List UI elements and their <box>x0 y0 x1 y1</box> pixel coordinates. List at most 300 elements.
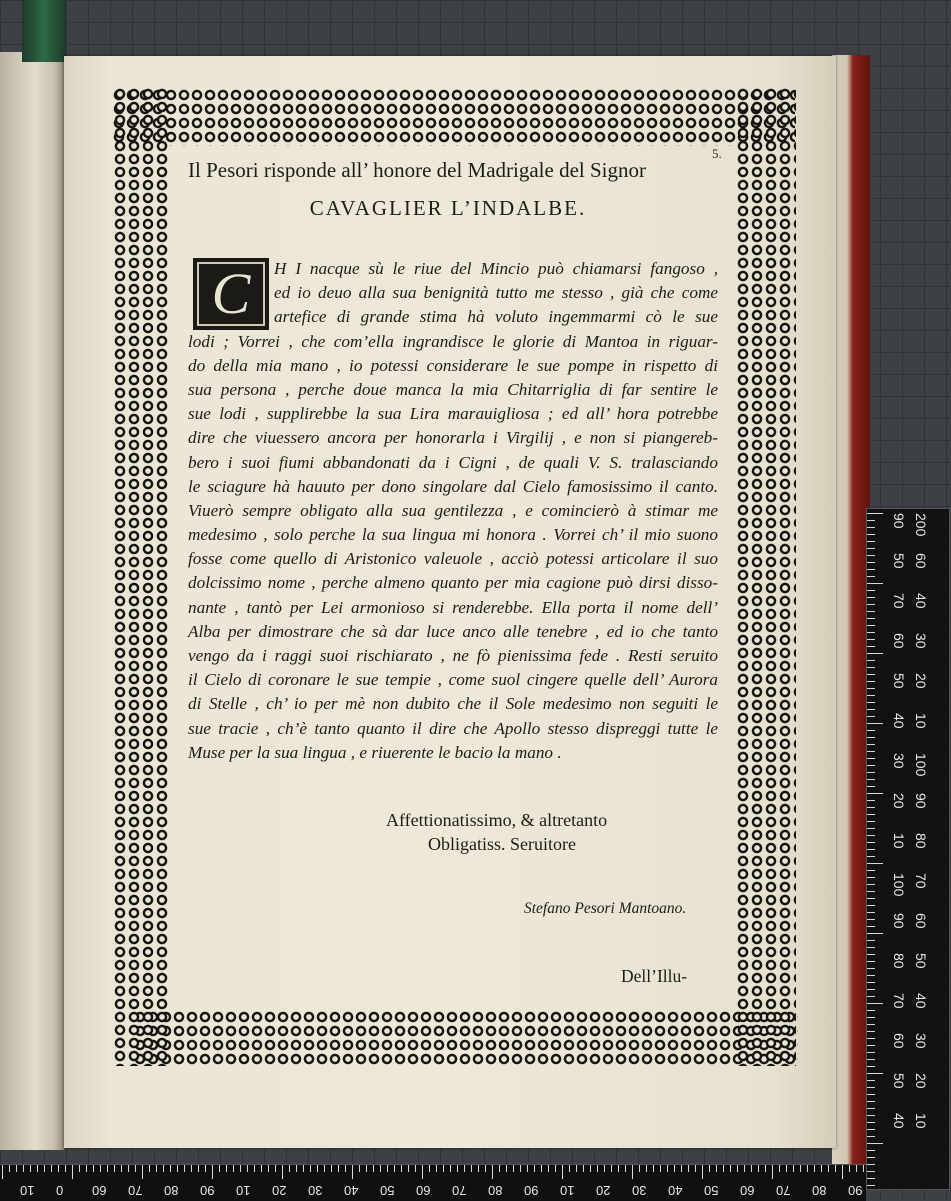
ruler-tick <box>867 835 875 836</box>
ruler-tick <box>716 1165 717 1172</box>
ruler-tick <box>867 548 875 549</box>
ruler-tick <box>135 1165 136 1172</box>
ruler-tick <box>867 877 875 878</box>
ruler-tick <box>646 1165 647 1172</box>
catchword: Dell’Illu- <box>621 966 688 986</box>
ruler-tick <box>730 1165 731 1172</box>
ruler-tick <box>65 1165 66 1172</box>
ruler-tick <box>415 1165 416 1172</box>
ruler-tick <box>867 744 875 745</box>
ruler-tick <box>867 1031 875 1032</box>
ruler-tick <box>576 1165 577 1172</box>
ruler-tick <box>867 1010 875 1011</box>
ruler-tick <box>779 1165 780 1172</box>
ruler-tick <box>867 919 875 920</box>
ruler-tick <box>107 1165 108 1172</box>
ruler-tick <box>751 1165 752 1172</box>
ruler-tick <box>867 828 875 829</box>
ruler-tick <box>548 1165 549 1172</box>
ruler-tick <box>867 814 875 815</box>
ruler-tick <box>867 1045 875 1046</box>
ruler-tick <box>772 1165 773 1179</box>
ruler-label: 90 <box>200 1183 215 1198</box>
ruler-tick <box>128 1165 129 1172</box>
ruler-tick <box>597 1165 598 1172</box>
ruler-label: 90 <box>848 1183 863 1198</box>
ruler-tick <box>867 639 875 640</box>
ruler-tick <box>867 688 875 689</box>
ruler-tick <box>867 870 875 871</box>
ruler-label: 30 <box>913 1033 929 1049</box>
ruler-tick <box>867 716 875 717</box>
ruler-tick <box>632 1165 633 1179</box>
ruler-tick <box>443 1165 444 1172</box>
ruler-tick <box>471 1165 472 1172</box>
ruler-tick <box>534 1165 535 1172</box>
ruler-tick <box>100 1165 101 1172</box>
ruler-tick <box>849 1165 850 1172</box>
ruler-tick <box>867 611 875 612</box>
ruler-tick <box>667 1165 668 1172</box>
body-line: il Cielo di coronare le sue tempie , come suol cingere quelle dell’ Aurora <box>188 670 718 690</box>
ruler-tick <box>867 800 875 801</box>
ruler-tick <box>867 527 875 528</box>
ruler-tick <box>499 1165 500 1172</box>
signature: Stefano Pesori Mantoano. <box>524 900 687 917</box>
ruler-tick <box>527 1165 528 1172</box>
ruler-tick <box>513 1165 514 1172</box>
ruler-tick <box>429 1165 430 1172</box>
ruler-tick <box>867 989 875 990</box>
ruler-tick <box>867 1052 875 1053</box>
body-line: le sciagure hà hauuto per dono singolare dal Cielo famosissimo il canto. <box>188 476 718 496</box>
ruler-label: 70 <box>891 593 907 609</box>
ruler-tick <box>387 1165 388 1172</box>
ruler-tick <box>867 1150 875 1151</box>
vertical-measuring-ruler <box>866 508 950 1190</box>
ruler-tick <box>58 1165 59 1172</box>
body-line: vengo da i raggi suoi rischiarato , ne fò pienissima fede . Resti seruito <box>188 646 718 665</box>
ruler-tick <box>338 1165 339 1172</box>
ruler-label: 60 <box>913 913 929 929</box>
ruler-tick <box>72 1165 73 1179</box>
ruler-label: 80 <box>891 953 907 969</box>
ruler-tick <box>583 1165 584 1172</box>
ruler-tick <box>520 1165 521 1172</box>
ruler-tick <box>695 1165 696 1172</box>
ruler-tick <box>867 1017 875 1018</box>
ruler-label: 10 <box>20 1183 35 1198</box>
ruler-label: 70 <box>891 993 907 1009</box>
ruler-tick <box>867 576 875 577</box>
ruler-tick <box>821 1165 822 1172</box>
body-line: medesimo , solo perche la sua lingua mi honora . Vorrei ch’ il mio suono <box>188 525 718 545</box>
ruler-tick <box>737 1165 738 1172</box>
ruler-tick <box>867 1059 875 1060</box>
ruler-tick <box>37 1165 38 1172</box>
ruler-label: 40 <box>344 1183 359 1198</box>
ruler-tick <box>303 1165 304 1172</box>
ruler-tick <box>380 1165 381 1172</box>
ruler-label: 20 <box>913 673 929 689</box>
body-line: fosse come quello di Aristonico valeuole , acciò potessi articolare il suo <box>188 549 718 569</box>
ruler-tick <box>506 1165 507 1172</box>
ruler-tick <box>723 1165 724 1172</box>
ruler-label: 90 <box>913 793 929 809</box>
ruler-label: 10 <box>891 833 907 849</box>
ruler-tick <box>618 1165 619 1172</box>
ruler-label: 40 <box>913 593 929 609</box>
ruler-tick <box>800 1165 801 1172</box>
body-line: sue lodi , supplirebbe la sua Lira marauigliosa ; ed all’ hora potrebbe <box>188 404 718 424</box>
ruler-tick <box>867 779 875 780</box>
ruler-tick <box>867 842 875 843</box>
ruler-tick <box>867 1087 875 1088</box>
body-line: dolcissimo nome , perche almeno quanto per mia cagione può dirsi disso- <box>188 573 718 593</box>
ruler-tick <box>408 1165 409 1172</box>
ruler-tick <box>867 940 875 941</box>
ruler-tick <box>93 1165 94 1172</box>
ruler-label: 20 <box>913 1073 929 1089</box>
ruler-tick <box>867 513 883 514</box>
ruler-tick <box>30 1165 31 1172</box>
ruler-tick <box>867 1115 875 1116</box>
ruler-tick <box>842 1165 843 1179</box>
ruler-tick <box>9 1165 10 1172</box>
body-line: sue tracie , ch’è tanto quanto il dire che Apollo stesso dispreggi tutte le <box>188 718 718 738</box>
ruler-tick <box>867 884 875 885</box>
ruler-label: 60 <box>891 1033 907 1049</box>
ruler-label: 30 <box>891 753 907 769</box>
body-line: ed io deuo alla sua benignità tutto me stesso , già che come <box>274 283 718 303</box>
ruler-tick <box>282 1165 283 1179</box>
ruler-tick <box>867 821 875 822</box>
ruler-tick <box>156 1165 157 1172</box>
ruler-label: 30 <box>632 1183 647 1198</box>
ruler-tick <box>331 1165 332 1172</box>
ruler-tick <box>867 583 883 584</box>
ruler-label: 70 <box>452 1183 467 1198</box>
ruler-tick <box>611 1165 612 1172</box>
ruler-tick <box>198 1165 199 1172</box>
closing-line-1: Affettionatissimo, & altretanto <box>386 810 608 830</box>
ruler-tick <box>867 1136 875 1137</box>
ruler-tick <box>867 632 875 633</box>
ruler-tick <box>2 1165 3 1179</box>
ruler-tick <box>867 702 875 703</box>
ruler-label: 60 <box>92 1183 107 1198</box>
ruler-tick <box>450 1165 451 1172</box>
ruler-tick <box>867 541 875 542</box>
ruler-tick <box>867 1143 883 1144</box>
ruler-tick <box>555 1165 556 1172</box>
ruler-tick <box>867 590 875 591</box>
ruler-tick <box>233 1165 234 1172</box>
ornament-border-right <box>736 88 796 1066</box>
ornament-border-bottom <box>134 1010 798 1066</box>
ruler-tick <box>492 1165 493 1179</box>
ruler-tick <box>758 1165 759 1172</box>
ruler-tick <box>856 1165 857 1172</box>
ruler-tick <box>261 1165 262 1172</box>
body-line: di Stelle , ch’ io per mè non dubito che il Sole medesimo non seguiti le <box>188 694 718 714</box>
green-bookmark-ribbon <box>22 0 66 62</box>
body-line: H I nacque sù le riue del Mincio può chiamarsi fangoso , <box>274 259 718 278</box>
ruler-tick <box>867 898 875 899</box>
ruler-label: 80 <box>812 1183 827 1198</box>
ruler-tick <box>674 1165 675 1172</box>
ruler-tick <box>867 1178 875 1179</box>
ruler-label: 60 <box>740 1183 755 1198</box>
ruler-tick <box>867 863 883 864</box>
body-line: Alba per dimostrare che sà dar luce anco alle tenebre , ed io che tanto <box>188 621 718 641</box>
ruler-tick <box>366 1165 367 1172</box>
ruler-label: 20 <box>891 793 907 809</box>
ornament-border-left <box>113 88 169 1066</box>
book-left-page-edge <box>0 52 65 1150</box>
ruler-tick <box>867 730 875 731</box>
ruler-tick <box>807 1165 808 1172</box>
ruler-tick <box>867 709 875 710</box>
ruler-tick <box>867 569 875 570</box>
ruler-tick <box>226 1165 227 1172</box>
ruler-tick <box>590 1165 591 1172</box>
ruler-tick <box>863 1165 864 1172</box>
ruler-tick <box>867 1073 883 1074</box>
ruler-label: 40 <box>913 993 929 1009</box>
ruler-tick <box>142 1165 143 1179</box>
ruler-tick <box>867 737 875 738</box>
body-line: sua persona , perche doue manca la mia Chitarriglia di far sentire le <box>188 379 718 399</box>
ruler-label: 10 <box>913 713 929 729</box>
ruler-tick <box>867 1164 875 1165</box>
ruler-tick <box>867 1003 883 1004</box>
body-line: dire che viuessero ancora per honorarla i Virgilij , e non si piangereb- <box>188 428 718 448</box>
ruler-tick <box>867 1122 875 1123</box>
ruler-tick <box>23 1165 24 1172</box>
ruler-tick <box>867 891 875 892</box>
ruler-label: 30 <box>913 633 929 649</box>
ruler-tick <box>352 1165 353 1179</box>
ruler-tick <box>867 604 875 605</box>
ruler-tick <box>184 1165 185 1172</box>
book-right-edge <box>832 55 870 1165</box>
ruler-tick <box>867 625 875 626</box>
ruler-label: 50 <box>891 1073 907 1089</box>
ruler-label: 100 <box>891 873 907 897</box>
ruler-tick <box>867 667 875 668</box>
ruler-label: 80 <box>913 833 929 849</box>
ruler-tick <box>793 1165 794 1172</box>
ruler-label: 70 <box>776 1183 791 1198</box>
ruler-tick <box>867 1101 875 1102</box>
ruler-tick <box>867 961 875 962</box>
ruler-tick <box>867 562 875 563</box>
ruler-tick <box>51 1165 52 1172</box>
ruler-tick <box>867 1157 875 1158</box>
ruler-label: 70 <box>913 873 929 889</box>
ruler-tick <box>867 807 875 808</box>
ruler-tick <box>639 1165 640 1172</box>
ruler-label: 10 <box>560 1183 575 1198</box>
ruler-tick <box>867 723 883 724</box>
ruler-tick <box>867 1094 875 1095</box>
ruler-tick <box>814 1165 815 1172</box>
ruler-tick <box>660 1165 661 1172</box>
ruler-tick <box>205 1165 206 1172</box>
ruler-tick <box>394 1165 395 1172</box>
ruler-tick <box>867 660 875 661</box>
ruler-tick <box>212 1165 213 1179</box>
ruler-tick <box>163 1165 164 1172</box>
ruler-tick <box>114 1165 115 1172</box>
ruler-tick <box>688 1165 689 1172</box>
ruler-tick <box>373 1165 374 1172</box>
ruler-tick <box>867 1066 875 1067</box>
ruler-tick <box>219 1165 220 1172</box>
ruler-label: 40 <box>891 1113 907 1129</box>
ruler-tick <box>867 912 875 913</box>
ruler-tick <box>867 933 883 934</box>
horizontal-measuring-ruler <box>0 1164 866 1201</box>
closing-formula <box>386 808 607 856</box>
ruler-tick <box>422 1165 423 1179</box>
ruler-label: 90 <box>891 513 907 529</box>
ruler-tick <box>867 849 875 850</box>
ruler-label: 20 <box>272 1183 287 1198</box>
ruler-tick <box>867 695 875 696</box>
ruler-label: 10 <box>236 1183 251 1198</box>
ruler-tick <box>436 1165 437 1172</box>
ruler-tick <box>828 1165 829 1172</box>
ruler-tick <box>744 1165 745 1172</box>
ruler-tick <box>867 751 875 752</box>
ruler-tick <box>345 1165 346 1172</box>
ruler-label: 100 <box>913 753 929 777</box>
ruler-tick <box>317 1165 318 1172</box>
ruler-tick <box>867 1171 875 1172</box>
body-line: Muse per la sua lingua , e riuerente le bacio la mano . <box>188 742 562 762</box>
ruler-tick <box>867 1024 875 1025</box>
ruler-label: 60 <box>891 633 907 649</box>
ruler-label: 50 <box>913 953 929 969</box>
ruler-tick <box>296 1165 297 1172</box>
decorated-initial: C <box>193 258 269 330</box>
ruler-tick <box>121 1165 122 1172</box>
body-line: nante , tantò per Lei armonioso si renderebbe. Ella porta il nome dell’ <box>188 597 718 617</box>
ruler-tick <box>86 1165 87 1172</box>
ruler-tick <box>401 1165 402 1172</box>
ruler-tick <box>240 1165 241 1172</box>
ruler-tick <box>310 1165 311 1172</box>
ruler-tick <box>867 534 875 535</box>
ruler-tick <box>867 646 875 647</box>
ruler-tick <box>867 975 875 976</box>
ruler-tick <box>867 674 875 675</box>
ruler-tick <box>867 947 875 948</box>
ruler-tick <box>867 1129 875 1130</box>
ruler-tick <box>254 1165 255 1172</box>
ruler-tick <box>702 1165 703 1179</box>
ruler-tick <box>867 793 883 794</box>
body-line: bero i suoi fiumi abbandonati da i Cigni , de quali V. S. tralasciando <box>188 452 718 472</box>
ruler-tick <box>653 1165 654 1172</box>
ruler-tick <box>324 1165 325 1172</box>
ruler-tick <box>867 555 875 556</box>
ruler-tick <box>867 520 875 521</box>
ruler-tick <box>478 1165 479 1172</box>
body-line: lodi ; Vorrei , che com’ella ingrandisce le glorie di Mantoa in riguar- <box>188 331 718 351</box>
ruler-tick <box>275 1165 276 1172</box>
ruler-tick <box>867 1185 875 1186</box>
ruler-tick <box>867 758 875 759</box>
ruler-tick <box>867 1080 875 1081</box>
ruler-tick <box>709 1165 710 1172</box>
ruler-tick <box>765 1165 766 1172</box>
letter-heading: Il Pesori risponde all’ honore del Madrigale del Signor <box>188 158 647 182</box>
ruler-tick <box>681 1165 682 1172</box>
ornament-border-top <box>113 88 795 146</box>
page-number: 5. <box>712 146 722 161</box>
ruler-tick <box>79 1165 80 1172</box>
ruler-tick <box>541 1165 542 1172</box>
ruler-tick <box>867 772 875 773</box>
ruler-tick <box>44 1165 45 1172</box>
body-line: do della mia mano , io potessi considerare le sue pompe in rispetto di <box>188 355 718 375</box>
ruler-tick <box>867 786 875 787</box>
ruler-tick <box>569 1165 570 1172</box>
ruler-tick <box>359 1165 360 1172</box>
ruler-label: 0 <box>56 1183 64 1198</box>
ruler-tick <box>867 1038 875 1039</box>
ruler-label: 40 <box>668 1183 683 1198</box>
ruler-label: 50 <box>380 1183 395 1198</box>
ruler-label: 40 <box>891 713 907 729</box>
ruler-tick <box>268 1165 269 1172</box>
ruler-tick <box>170 1165 171 1172</box>
ruler-label: 80 <box>488 1183 503 1198</box>
ruler-label: 10 <box>913 1113 929 1129</box>
ruler-label: 200 <box>913 513 929 537</box>
ruler-tick <box>464 1165 465 1172</box>
ruler-tick <box>867 681 875 682</box>
ruler-label: 90 <box>891 913 907 929</box>
ruler-tick <box>625 1165 626 1172</box>
letter-subheading: CAVAGLIER L’INDALBE. <box>309 196 587 220</box>
ruler-tick <box>485 1165 486 1172</box>
ruler-tick <box>867 765 875 766</box>
ruler-tick <box>867 905 875 906</box>
ruler-tick <box>191 1165 192 1172</box>
ruler-tick <box>867 856 875 857</box>
ruler-tick <box>149 1165 150 1172</box>
ruler-label: 70 <box>128 1183 143 1198</box>
ruler-label: 30 <box>308 1183 323 1198</box>
ruler-label: 50 <box>891 553 907 569</box>
ruler-tick <box>786 1165 787 1172</box>
ruler-tick <box>457 1165 458 1172</box>
ruler-tick <box>835 1165 836 1172</box>
closing-line-2: Obligatiss. Seruitore <box>428 834 576 854</box>
ruler-label: 50 <box>704 1183 719 1198</box>
ruler-label: 90 <box>524 1183 539 1198</box>
body-line: Viuerò sempre obligato alla sua gentilezza , e comincierò à stimar me <box>188 500 718 520</box>
ruler-tick <box>562 1165 563 1179</box>
ruler-tick <box>604 1165 605 1172</box>
ruler-tick <box>867 968 875 969</box>
ruler-tick <box>867 982 875 983</box>
letter-body <box>188 257 718 765</box>
